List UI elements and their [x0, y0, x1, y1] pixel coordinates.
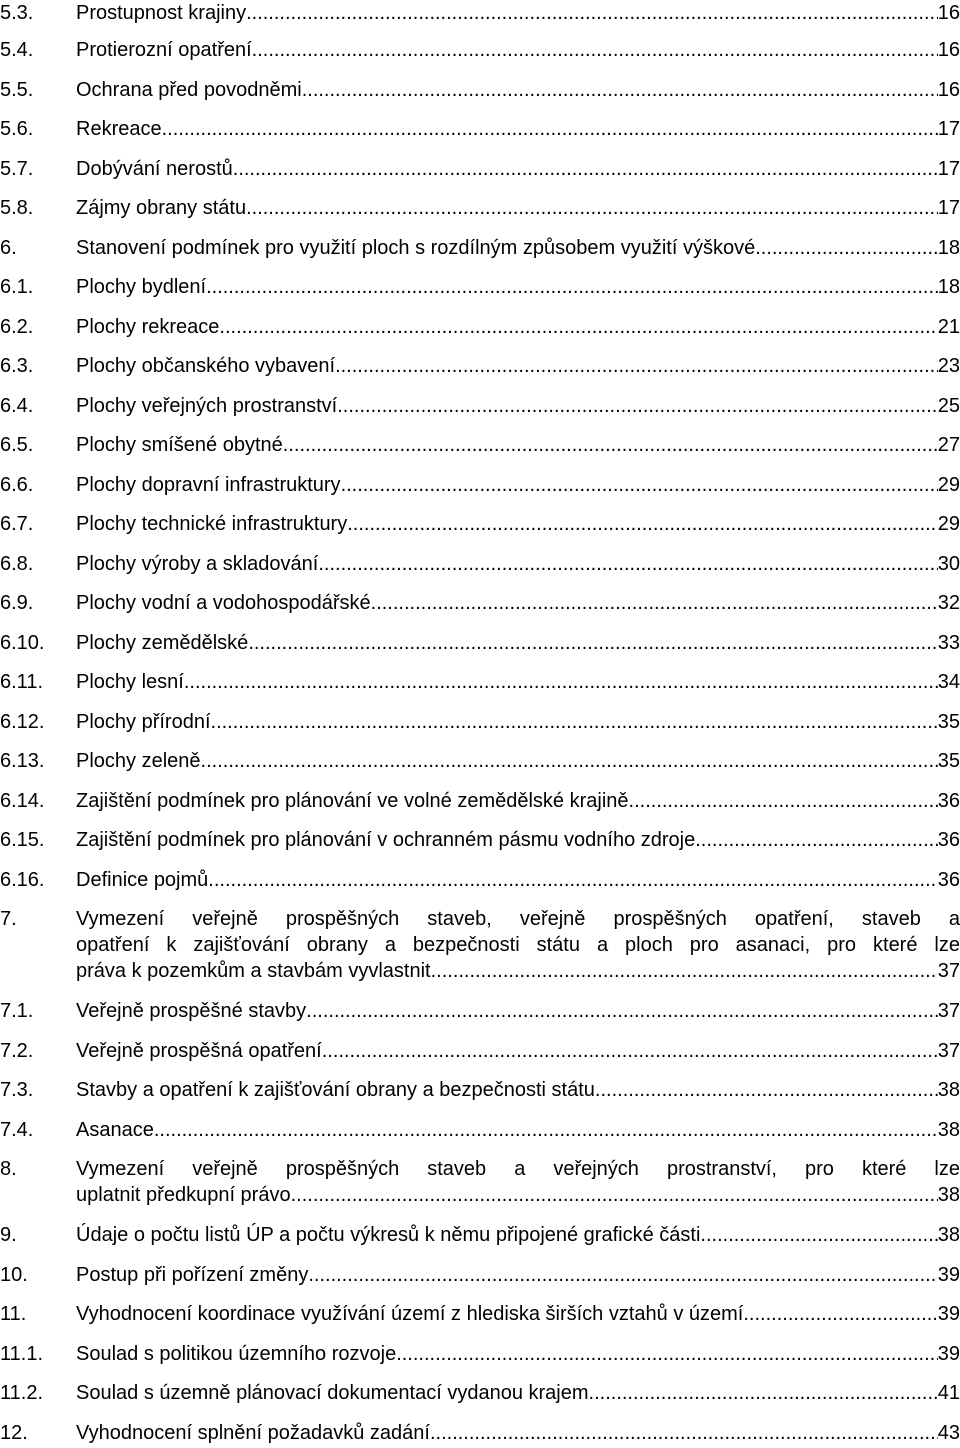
- toc-entry-title: Zajištění podmínek pro plánování ve volné zemědělské krajině: [76, 790, 629, 812]
- toc-entry-body: [76, 77, 960, 103]
- dot-leader: [201, 748, 938, 774]
- toc-entry-number: 6.14.: [0, 790, 45, 812]
- toc-entry-page-number: 29: [937, 474, 960, 496]
- toc-entry-page-number: 37: [937, 1040, 960, 1062]
- toc-entry-number: 7.4.: [0, 1119, 34, 1141]
- toc-entry-title-line: [76, 1301, 960, 1327]
- toc-entry-title-line: opatření k zajišťování obrany a bezpečnosti státu a ploch pro asanaci, pro které lze: [76, 934, 960, 956]
- toc-entry-page-number: 29: [937, 513, 960, 535]
- toc-entry-number: 6.13.: [0, 750, 45, 772]
- dot-leader: [347, 511, 938, 537]
- toc-entry-number: 6.5.: [0, 434, 34, 456]
- toc-entry-title-line: [76, 998, 960, 1024]
- toc-entry-number: 5.5.: [0, 79, 34, 101]
- toc-entry-title: Plochy zemědělské: [76, 632, 249, 654]
- toc-entry-number: 5.7.: [0, 158, 34, 180]
- toc-entry-number: 7.1.: [0, 1000, 34, 1022]
- toc-entry-title-line: [76, 669, 960, 695]
- toc-entry-body: [76, 1077, 960, 1103]
- toc-entry-title-line: [76, 748, 960, 774]
- toc-entry-page-number: 18: [937, 237, 960, 259]
- dot-leader: [246, 0, 938, 26]
- dot-leader: [755, 235, 938, 261]
- toc-entry-body: [76, 116, 960, 142]
- toc-entry-title: Protierozní opatření: [76, 39, 252, 61]
- dot-leader: [341, 472, 938, 498]
- toc-entry-page-number: 39: [937, 1264, 960, 1286]
- toc-entry-body: [76, 393, 960, 419]
- toc-entry-body: [76, 235, 960, 261]
- toc-entry-number: 5.3.: [0, 2, 34, 24]
- toc-entry-body: [76, 1117, 960, 1143]
- toc-entry-page-number: 36: [937, 829, 960, 851]
- toc-entry-title-line: [76, 551, 960, 577]
- toc-entry-number: 6.9.: [0, 592, 34, 614]
- toc-entry-title: Dobývání nerostů: [76, 158, 233, 180]
- toc-entry-title: Vyhodnocení splnění požadavků zadání: [76, 1422, 430, 1444]
- toc-entry-title: Plochy přírodní: [76, 711, 211, 733]
- toc-entry-page-number: 43: [937, 1422, 960, 1444]
- toc-entry-number: 6.6.: [0, 474, 34, 496]
- toc-entry-page-number: 39: [937, 1343, 960, 1365]
- toc-entry-body: [76, 1156, 960, 1208]
- toc-entry-title: Prostupnost krajiny: [76, 2, 247, 24]
- toc-entry-body: [76, 37, 960, 63]
- toc-entry-title: Vyhodnocení koordinace využívání území z hlediska širších vztahů v území: [76, 1303, 744, 1325]
- toc-entry-body: [76, 551, 960, 577]
- toc-entry-title-line: [76, 1222, 960, 1248]
- toc-entry-title: Stavby a opatření k zajišťování obrany a bezpečnosti státu: [76, 1079, 595, 1101]
- toc-entry-body: [76, 748, 960, 774]
- dot-leader: [308, 1262, 937, 1288]
- toc-entry-body: [76, 274, 960, 300]
- toc-entry-title-line: [76, 472, 960, 498]
- toc-entry-body: [76, 1222, 960, 1248]
- dot-leader: [211, 709, 938, 735]
- toc-entry-number: 6.11.: [0, 671, 43, 693]
- toc-entry-body: [76, 1380, 960, 1406]
- dot-leader: [431, 958, 938, 984]
- toc-entry-number: 9.: [0, 1224, 17, 1246]
- toc-entry-title: Údaje o počtu listů ÚP a počtu výkresů k němu připojené grafické části: [76, 1224, 701, 1246]
- toc-entry-title-line: [76, 958, 960, 984]
- toc-entry-number: 6.15.: [0, 829, 45, 851]
- toc-entry-number: 6.: [0, 237, 17, 259]
- toc-entry-title-line: [76, 1038, 960, 1064]
- toc-entry-body: [76, 827, 960, 853]
- toc-entry-title-line: [76, 156, 960, 182]
- dot-leader: [335, 353, 938, 379]
- toc-entry-body: [76, 432, 960, 458]
- dot-leader: [219, 314, 937, 340]
- toc-entry-body: [76, 669, 960, 695]
- toc-entry-number: 6.8.: [0, 553, 34, 575]
- toc-entry-title: Rekreace: [76, 118, 162, 140]
- toc-entry-page-number: 30: [937, 553, 960, 575]
- dot-leader: [595, 1077, 938, 1103]
- toc-entry-title: Zajištění podmínek pro plánování v ochranném pásmu vodního zdroje: [76, 829, 696, 851]
- toc-entry-page-number: 38: [937, 1119, 960, 1141]
- toc-entry-title-line: [76, 274, 960, 300]
- toc-entry-title: uplatnit předkupní právo: [76, 1184, 291, 1206]
- toc-entry-title-line: [76, 867, 960, 893]
- toc-entry-page-number: 35: [937, 711, 960, 733]
- dot-leader: [184, 669, 938, 695]
- dot-leader: [337, 393, 938, 419]
- toc-entry-number: 6.16.: [0, 869, 45, 891]
- toc-entry-number: 12.: [0, 1422, 28, 1444]
- toc-entry-title: Plochy smíšené obytné: [76, 434, 283, 456]
- toc-entry-page-number: 17: [937, 158, 960, 180]
- toc-entry-number: 6.12.: [0, 711, 45, 733]
- toc-entry-number: 6.1.: [0, 276, 34, 298]
- toc-entry-title: Postup při pořízení změny: [76, 1264, 309, 1286]
- toc-entry-title: Stanovení podmínek pro využití ploch s rozdílným způsobem využití výškové: [76, 237, 756, 259]
- toc-entry-title-line: [76, 77, 960, 103]
- toc-entry-body: [76, 906, 960, 984]
- dot-leader: [246, 195, 938, 221]
- toc-entry-title: Veřejně prospěšná opatření: [76, 1040, 322, 1062]
- toc-entry-title-line: [76, 1077, 960, 1103]
- dot-leader: [700, 1222, 937, 1248]
- toc-entry-body: [76, 156, 960, 182]
- toc-entry-body: [76, 998, 960, 1024]
- toc-entry-title-line: [76, 788, 960, 814]
- toc-entry-body: [76, 1420, 960, 1446]
- toc-entry-number: 10.: [0, 1264, 28, 1286]
- dot-leader: [206, 274, 938, 300]
- toc-entry-body: [76, 195, 960, 221]
- toc-entry-title: Zájmy obrany státu: [76, 197, 247, 219]
- toc-entry-title: Plochy bydlení: [76, 276, 207, 298]
- toc-entry-title-line: [76, 235, 960, 261]
- toc-entry-title: Plochy rekreace: [76, 316, 220, 338]
- dot-leader: [589, 1380, 938, 1406]
- toc-entry-body: [76, 511, 960, 537]
- toc-entry-number: 5.8.: [0, 197, 34, 219]
- toc-entry-title-line: [76, 314, 960, 340]
- toc-entry-number: 5.6.: [0, 118, 34, 140]
- dot-leader: [396, 1341, 938, 1367]
- dot-leader: [233, 156, 938, 182]
- toc-entry-page-number: 36: [937, 790, 960, 812]
- toc-entry-number: 8.: [0, 1158, 17, 1180]
- toc-entry-title-line: [76, 195, 960, 221]
- toc-entry-body: [76, 472, 960, 498]
- toc-entry-body: [76, 590, 960, 616]
- toc-entry-body: [76, 1301, 960, 1327]
- dot-leader: [291, 1182, 938, 1208]
- toc-entry-title-line: [76, 393, 960, 419]
- toc-entry-body: [76, 1038, 960, 1064]
- toc-entry-number: 6.10.: [0, 632, 45, 654]
- toc-entry-page-number: 16: [937, 79, 960, 101]
- toc-entry-page-number: 17: [937, 118, 960, 140]
- dot-leader: [162, 116, 938, 142]
- toc-entry-title-line: [76, 0, 960, 26]
- toc-entry-page-number: 16: [937, 39, 960, 61]
- toc-entry-body: [76, 0, 960, 26]
- toc-entry-title: Plochy lesní: [76, 671, 184, 693]
- toc-entry-body: [76, 630, 960, 656]
- toc-entry-number: 11.1.: [0, 1343, 43, 1365]
- toc-entry-number: 11.: [0, 1303, 27, 1325]
- dot-leader: [629, 788, 938, 814]
- toc-entry-title-line: [76, 353, 960, 379]
- toc-entry-page-number: 38: [937, 1184, 960, 1206]
- toc-entry-page-number: 37: [937, 1000, 960, 1022]
- dot-leader: [695, 827, 938, 853]
- toc-entry-page-number: 37: [937, 960, 960, 982]
- toc-entry-body: [76, 1341, 960, 1367]
- toc-entry-title-line: [76, 116, 960, 142]
- toc-entry-page-number: 32: [937, 592, 960, 614]
- toc-entry-page-number: 17: [937, 197, 960, 219]
- toc-entry-title-line: Vymezení veřejně prospěšných staveb a veřejných prostranství, pro které lze: [76, 1158, 960, 1180]
- dot-leader: [430, 1420, 938, 1446]
- toc-entry-title-line: [76, 1182, 960, 1208]
- toc-entry-title: Plochy výroby a skladování: [76, 553, 319, 575]
- toc-entry-title-line: [76, 432, 960, 458]
- toc-entry-page-number: 33: [937, 632, 960, 654]
- toc-entry-page-number: 25: [937, 395, 960, 417]
- toc-entry-body: [76, 867, 960, 893]
- toc-entry-page-number: 38: [937, 1224, 960, 1246]
- toc-entry-page-number: 16: [937, 2, 960, 24]
- toc-entry-title-line: [76, 1341, 960, 1367]
- toc-entry-body: [76, 353, 960, 379]
- toc-entry-title: Soulad s územně plánovací dokumentací vydanou krajem: [76, 1382, 589, 1404]
- dot-leader: [371, 590, 938, 616]
- toc-entry-title: Soulad s politikou územního rozvoje: [76, 1343, 397, 1365]
- dot-leader: [208, 867, 937, 893]
- toc-entry-title: Ochrana před povodněmi: [76, 79, 302, 101]
- dot-leader: [154, 1117, 938, 1143]
- toc-entry-page-number: 36: [937, 869, 960, 891]
- toc-entry-title-line: [76, 511, 960, 537]
- toc-entry-title-line: [76, 590, 960, 616]
- toc-entry-page-number: 35: [937, 750, 960, 772]
- toc-entry-page-number: 41: [937, 1382, 960, 1404]
- toc-entry-number: 7.2.: [0, 1040, 34, 1062]
- toc-entry-title-line: [76, 1262, 960, 1288]
- toc-entry-number: 7.: [0, 908, 17, 930]
- toc-entry-title: Plochy vodní a vodohospodářské: [76, 592, 371, 614]
- toc-entry-title: Plochy technické infrastruktury: [76, 513, 348, 535]
- dot-leader: [306, 998, 938, 1024]
- dot-leader: [318, 551, 937, 577]
- toc-entry-page-number: 21: [937, 316, 960, 338]
- toc-entry-number: 11.2.: [0, 1382, 43, 1404]
- toc-entry-title: práva k pozemkům a stavbám vyvlastnit: [76, 960, 431, 982]
- toc-entry-title-line: [76, 827, 960, 853]
- dot-leader: [252, 37, 938, 63]
- toc-entry-title-line: [76, 630, 960, 656]
- dot-leader: [302, 77, 938, 103]
- toc-entry-body: [76, 1262, 960, 1288]
- toc-entry-body: [76, 709, 960, 735]
- toc-entry-title-line: [76, 37, 960, 63]
- toc-entry-number: 7.3.: [0, 1079, 34, 1101]
- dot-leader: [322, 1038, 938, 1064]
- toc-entry-page-number: 23: [937, 355, 960, 377]
- dot-leader: [248, 630, 937, 656]
- toc-entry-page-number: 27: [937, 434, 960, 456]
- toc-entry-title: Plochy veřejných prostranství: [76, 395, 338, 417]
- toc-entry-title: Veřejně prospěšné stavby: [76, 1000, 307, 1022]
- toc-entry-title-line: [76, 1117, 960, 1143]
- toc-entry-title: Plochy zeleně: [76, 750, 201, 772]
- toc-entry-number: 6.3.: [0, 355, 34, 377]
- toc-entry-body: [76, 788, 960, 814]
- toc-entry-title: Plochy občanského vybavení: [76, 355, 336, 377]
- toc-entry-title: Definice pojmů: [76, 869, 209, 891]
- toc-entry-body: [76, 314, 960, 340]
- toc-entry-page-number: 39: [937, 1303, 960, 1325]
- dot-leader: [743, 1301, 937, 1327]
- toc-entry-title-line: [76, 1420, 960, 1446]
- toc-entry-page-number: 18: [937, 276, 960, 298]
- toc-entry-title: Plochy dopravní infrastruktury: [76, 474, 341, 496]
- toc-entry-page-number: 38: [937, 1079, 960, 1101]
- toc-entry-title-line: Vymezení veřejně prospěšných staveb, veřejně prospěšných opatření, staveb a: [76, 908, 960, 930]
- toc-entry-title-line: [76, 1380, 960, 1406]
- toc-entry-number: 6.4.: [0, 395, 34, 417]
- toc-entry-number: 6.2.: [0, 316, 34, 338]
- toc-entry-title-line: [76, 709, 960, 735]
- toc-entry-page-number: 34: [937, 671, 960, 693]
- toc-entry-number: 6.7.: [0, 513, 34, 535]
- toc-entry-title: Asanace: [76, 1119, 154, 1141]
- toc-entry-number: 5.4.: [0, 39, 34, 61]
- dot-leader: [283, 432, 938, 458]
